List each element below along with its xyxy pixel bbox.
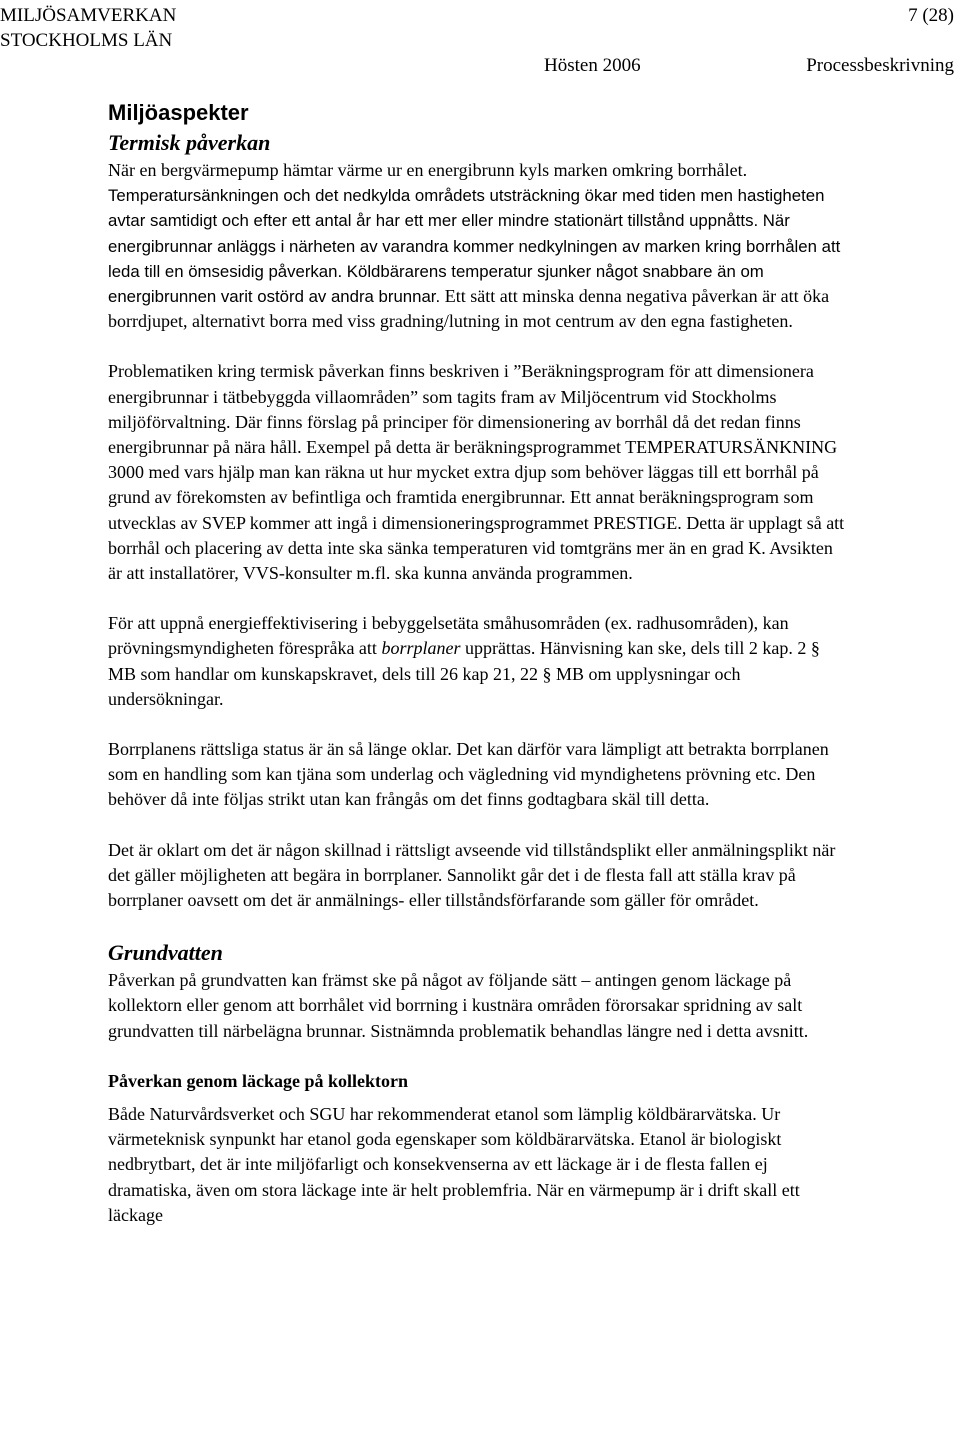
header-doc-type: Processbeskrivning	[806, 55, 954, 76]
paragraph-grundvatten-2: Både Naturvårdsverket och SGU har rekommenderat etanol som lämplig köldbärarvätska. Ur värmeteknisk synpunkt har etanol goda egenskaper som köldbärarvätska. Etanol är biologiskt nedbrytbart, det är inte miljöfarligt och konsekvenserna av ett läckage är i de flesta fallen ej dramatiska, även om stora läckage inte är helt problemfria. När en värmepump är i drift skall ett läckage	[108, 1103, 800, 1225]
paragraph-termisk-1-part-a: När en bergvärmepump hämtar värme ur en energibrunn kyls marken omkring borrhålet.	[108, 160, 748, 180]
paragraph-termisk-5: Det är oklart om det är någon skillnad i rättsligt avseende vid tillståndsplikt eller anmälningsplikt när det gäller möjligheten att begära in borrplaner. Sannolikt går det i de flesta fall att ställa krav på borrplaner oavsett om det är anmälnings- eller tillståndsförfarande som gäller för området.	[108, 839, 836, 911]
paragraph-grundvatten-1: Påverkan på grundvatten kan främst ske på något av följande sätt – antingen genom läckage på kollektorn eller genom att borrhålet vid borrning i kustnära områden förorsakar spridning av salt grundvatten till närbelägna brunnar. Sistnämnda problematik behandlas längre ned i detta avsnitt.	[108, 970, 809, 1041]
page-number: 7 (28)	[908, 5, 954, 26]
header-org-line2: STOCKHOLMS LÄN	[0, 30, 173, 51]
paragraph-termisk-2: Problematiken kring termisk påverkan finns beskriven i ”Beräkningsprogram för att dimensionera energibrunnar i tätbebyggda villaområden” som tagits fram av Miljöcentrum vid Stockholms miljöförvaltning. Där finns förslag på principer för dimensionering av borrhål då det redan finns energibrunnar på nära håll. Exempel på detta är beräkningsprogrammet TEMPERATURSÄNKNING 3000 med vars hjälp man kan räkna ut hur mycket extra djup som behöver läggas till ett borrhål på grund av förekomsten av befintliga och framtida energibrunnar. Ett annat beräkningsprogram som utvecklas av SVEP kommer att ingå i dimensioneringsprogrammet PRESTIGE. Detta är upplagt så att borrhål och placering av detta inte ska sänka temperaturen vid tomtgräns mer än en grad K. Avsikten är att installatörer, VVS-konsulter m.fl. ska kunna använda programmen.	[108, 361, 845, 584]
main-heading: Miljöaspekter	[108, 100, 249, 125]
document-body	[108, 98, 848, 1228]
header-org-line1: MILJÖSAMVERKAN	[0, 5, 177, 26]
paragraph-termisk-1-part-c: Ett sätt att minska denna negativa påverkan är att öka borrdjupet, alternativt borra med viss gradning/lutning in mot centrum av den egna fastigheten.	[108, 286, 830, 332]
paragraph-termisk-3	[108, 611, 848, 712]
subheading-lackage-kollektorn: Påverkan genom läckage på kollektorn	[108, 1070, 408, 1091]
header-term: Hösten 2006	[544, 55, 641, 76]
paragraph-termisk-3-part-b: upprättas. Hänvisning kan ske, dels till 2 kap. 2 § MB som handlar om kunskapskravet, dels till 26 kap 21, 22 § MB om upplysningar och undersökningar.	[108, 638, 820, 709]
heading-termisk-paverkan: Termisk påverkan	[108, 130, 271, 155]
heading-grundvatten: Grundvatten	[108, 940, 223, 966]
paragraph-termisk-1-part-b: Temperatursänkningen och det nedkylda områdets utsträckning ökar med tiden men hastigheten avtar samtidigt och efter ett antal år har ett mer eller mindre stationärt tillstånd uppnåtts. När energibrunnar anläggs i närheten av varandra kommer nedkylningen av marken kring borrhålen att leda till en ömsesidig påverkan. Köldbärarens temperatur sjunker något snabbare än om energibrunnen varit ostörd av andra brunnar.	[108, 186, 841, 307]
paragraph-termisk-1	[108, 158, 848, 334]
paragraph-termisk-3-part-a: För att uppnå energieffektivisering i bebyggelsetäta småhusområden (ex. radhusområden), kan prövningsmyndigheten förespråka att	[108, 613, 789, 659]
paragraph-termisk-4: Borrplanens rättsliga status är än så länge oklar. Det kan därför vara lämpligt att betrakta borrplanen som en handling som kan tjäna som underlag och vägledning vid myndighetens prövning etc. Den behöver då inte följas strikt utan kan frångås om det finns godtagbara skäl till detta.	[108, 739, 829, 810]
emphasis-borrplaner: borrplaner	[381, 638, 461, 659]
